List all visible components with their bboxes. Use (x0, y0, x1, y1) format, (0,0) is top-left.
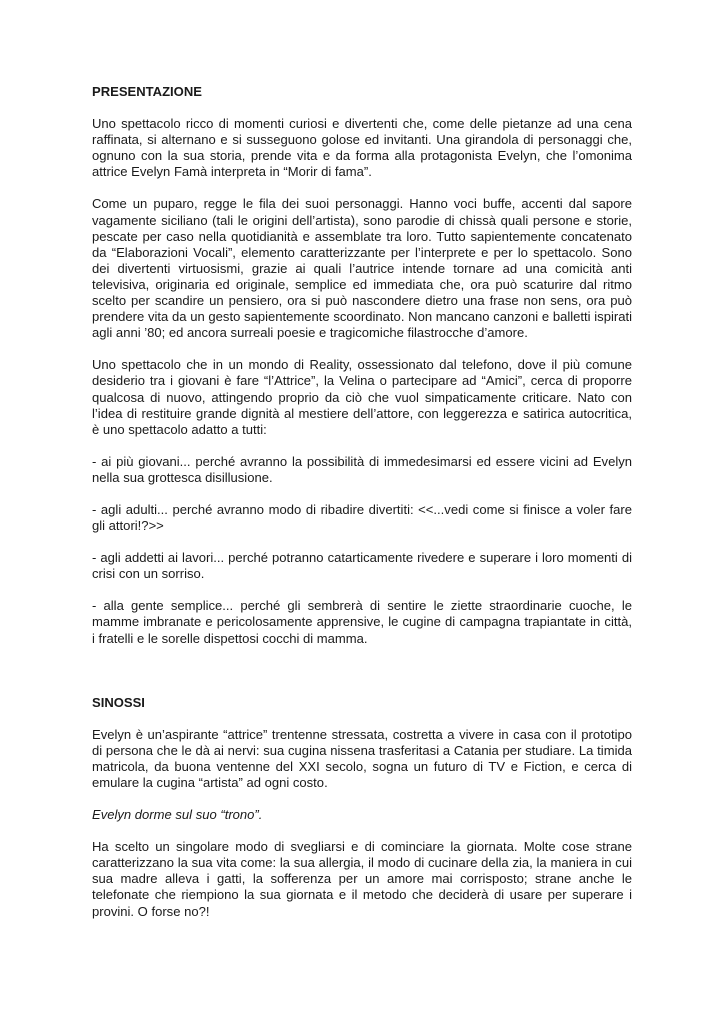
paragraph-intro: Uno spettacolo ricco di momenti curiosi e divertenti che, come delle pietanze ad una cena raffinata, si alternano e si susseguono golose ed invitanti. Una girandola di personaggi che, ognuno con la sua storia, prende vita e da forma alla protagonista Evelyn, che l’omonima attrice Evelyn Famà interpreta in “Morir di fama”. (92, 116, 632, 180)
list-item-adulti: - agli adulti... perché avranno modo di ribadire divertiti: <<...vedi come si finisce a voler fare gli attori!?>> (92, 501, 632, 534)
paragraph-sinossi-giornata: Ha scelto un singolare modo di svegliarsi e di cominciare la giornata. Molte cose strane caratterizzano la sua vita come: la sua allergia, il modo di cucinare della zia, la maniera in cui sua madre alleva i gatti, la sofferenza per un amore mai corrisposto; strane anche le telefonate che riempiono la sua giornata e il metodo che deciderà di usare per superare i provini. O forse no?! (92, 839, 632, 919)
list-item-giovani: - ai più giovani... perché avranno la possibilità di immedesimarsi ed essere vicini ad Evelyn nella sua grottesca disillusione. (92, 453, 632, 485)
list-item-gente-semplice: - alla gente semplice... perché gli sembrerà di sentire le ziette straordinarie cuoche, le mamme imbranate e pericolosamente apprensive, le cugine di campagna trapiantate in città, i fratelli e le sorelle dispettosi cocchi di mamma. (92, 598, 632, 646)
section-heading-presentazione: PRESENTAZIONE (92, 84, 202, 99)
paragraph-puparo: Come un puparo, regge le fila dei suoi personaggi. Hanno voci buffe, accenti dal sapore vagamente siciliano (tali le origini dell’artista), sono parodie di chissà quali persone e storie, pescate per caso nella quotidianità e assemblate tra loro. Tutto sapientemente concatenato da “Elaborazioni Vocali”, elemento caratterizzante per l’interprete e per lo spettacolo. Sono dei divertenti virtuosismi, grazie ai quali l’autrice intende tornare ad una comicità anti televisiva, originaria ed originale, semplice ed immediata che, ora può scaturire dal ritmo scelto per scandire un pensiero, ora si può nascondere dietro una frase non sens, ora può prendere vita da un gesto sapientemente scoordinato. Non mancano canzoni e balletti ispirati agli anni ’80; ed ancora surreali poesie e tragicomiche filastrocche d’amore. (92, 196, 632, 341)
document-page (92, 84, 632, 920)
paragraph-sinossi-evelyn: Evelyn è un’aspirante “attrice” trentenne stressata, costretta a vivere in casa con il prototipo di persona che le dà ai nervi: sua cugina nissena trasferitasi a Catania per studiare. La timida matricola, da buona ventenne del XXI secolo, sogna un futuro di TV e Fiction, e cerca di emulare la cugina “artista” ad ogni costo. (92, 726, 632, 790)
section-heading-sinossi: SINOSSI (92, 694, 145, 710)
italic-line-trono: Evelyn dorme sul suo “trono”. (92, 807, 263, 823)
paragraph-reality: Uno spettacolo che in un mondo di Reality, ossessionato dal telefono, dove il più comune desiderio tra i giovani è fare “l’Attrice”, la Velina o partecipare ad “Amici”, cerca di proporre qualcosa di nuovo, attingendo proprio da ciò che vuol simpaticamente criticare. Nato con l’idea di restituire grande dignità al mestiere dell’attore, con leggerezza e satirica autocritica, è uno spettacolo adatto a tutti: (92, 357, 632, 437)
list-item-addetti: - agli addetti ai lavori... perché potranno catarticamente rivedere e superare i loro momenti di crisi con un sorriso. (92, 550, 632, 582)
